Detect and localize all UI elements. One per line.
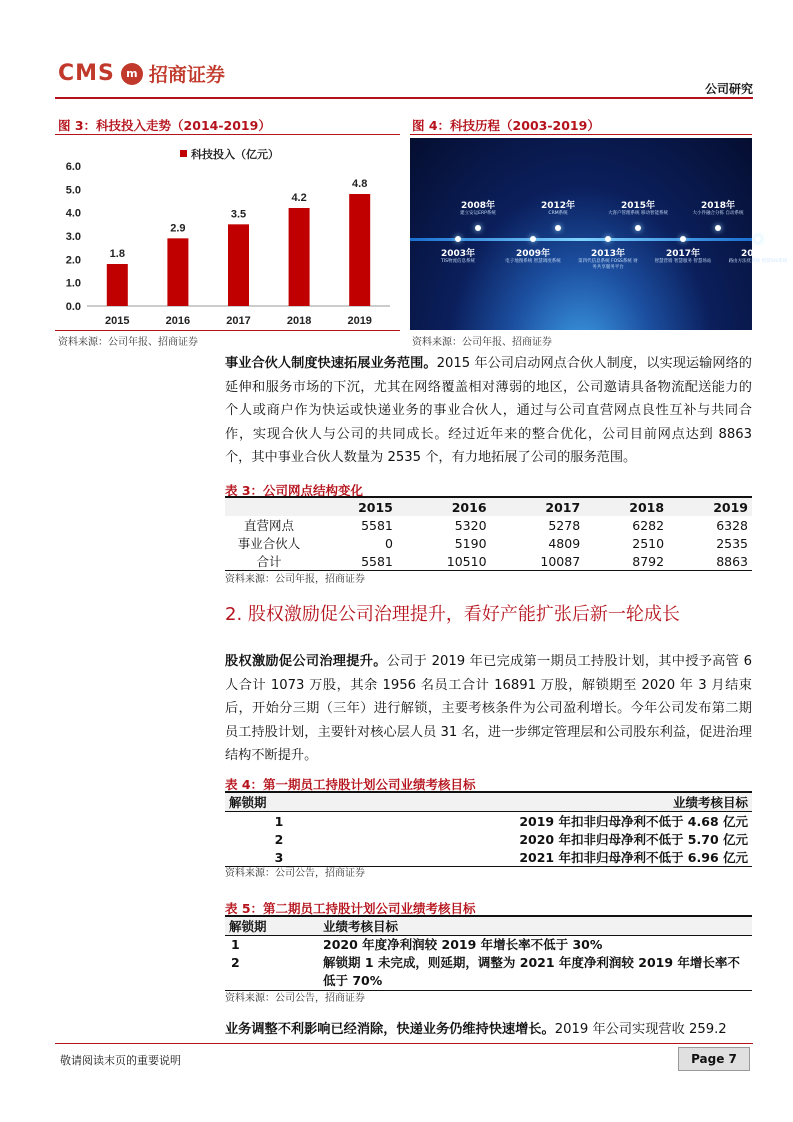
fig3-title: 图 3：科技投入走势（2014-2019） bbox=[58, 118, 271, 133]
table-cell: 5190 bbox=[454, 535, 487, 551]
milestone-text: CRM系统 bbox=[548, 211, 568, 216]
milestone-text: 建立安运ERP系统 bbox=[460, 211, 496, 216]
bar-value-label: 1.8 bbox=[109, 248, 125, 260]
table-row bbox=[225, 954, 752, 991]
para3-body: 2019 年公司实现营收 259.2 bbox=[554, 1022, 727, 1037]
network-structure-table bbox=[225, 496, 752, 571]
brand-name: CMS bbox=[58, 61, 115, 86]
table3-title: 表 3：公司网点结构变化 bbox=[225, 483, 364, 498]
table4-header: 业绩考核目标 bbox=[672, 795, 748, 810]
footer-note: 敬请阅读末页的重要说明 bbox=[60, 1054, 181, 1067]
fig4-rule bbox=[410, 134, 752, 135]
milestone-dot bbox=[455, 236, 461, 242]
esop2-target-table bbox=[225, 915, 752, 991]
table-cell: 直营网点 bbox=[243, 518, 294, 533]
table-cell: 3 bbox=[274, 849, 284, 865]
y-tick-label: 3.0 bbox=[65, 231, 81, 243]
timeline-milestone bbox=[448, 198, 508, 231]
table-cell: 2020 年扣非归母净利不低于 5.70 亿元 bbox=[519, 832, 748, 847]
table-cell: 2020 年度净利润较 2019 年增长率不低于 30% bbox=[323, 937, 603, 952]
y-tick-label: 2.0 bbox=[65, 254, 81, 267]
milestone-text: 电子地图系统 智慧调度系统 bbox=[505, 259, 561, 264]
bar-value-label: 3.5 bbox=[230, 208, 247, 221]
milestone-dot bbox=[680, 236, 686, 242]
para2-lead: 股权激励促公司治理提升。 bbox=[225, 654, 387, 669]
table-row bbox=[225, 812, 752, 831]
table5-header: 解锁期 bbox=[229, 919, 267, 934]
timeline-milestone bbox=[428, 236, 488, 265]
milestone-dot bbox=[715, 225, 721, 231]
x-tick-label: 2015 bbox=[105, 315, 130, 327]
timeline-image bbox=[410, 138, 788, 330]
table4-header: 解锁期 bbox=[229, 795, 267, 810]
table-cell: 5320 bbox=[454, 517, 487, 533]
table-cell: 6282 bbox=[632, 517, 665, 533]
paragraph-business bbox=[225, 1018, 752, 1042]
table-cell: 1 bbox=[274, 813, 284, 829]
milestone-year: 2013年 bbox=[590, 249, 626, 259]
table-cell: 1 bbox=[231, 937, 240, 952]
bar bbox=[167, 238, 188, 306]
table-row bbox=[225, 830, 752, 848]
table5-header: 业绩考核目标 bbox=[323, 919, 399, 934]
legend-label: 科技投入（亿元） bbox=[191, 148, 279, 161]
table3-source: 资料来源：公司年报，招商证券 bbox=[225, 574, 365, 585]
bar bbox=[228, 224, 249, 306]
table-cell: 8792 bbox=[632, 553, 665, 569]
header-rule bbox=[55, 97, 753, 99]
table-cell: 5278 bbox=[548, 517, 581, 533]
table-cell: 6328 bbox=[716, 517, 748, 533]
milestone-dot bbox=[635, 225, 641, 231]
bar-value-label: 2.9 bbox=[170, 222, 186, 235]
milestone-text: TIS物流信息系统 bbox=[441, 259, 475, 264]
fig3-bottom-rule bbox=[55, 330, 400, 331]
table5-source: 资料来源：公司公告，招商证券 bbox=[225, 993, 365, 1004]
fig4-title: 图 4：科技历程（2003-2019） bbox=[412, 118, 600, 133]
milestone-year: 2019年 bbox=[740, 249, 776, 259]
fig4-source: 资料来源：公司年报、招商证券 bbox=[412, 337, 552, 348]
para2-body: 公司于 2019 年已完成第一期员工持股计划，其中授予高管 6 人合计 1073 万股，其余 1956 名员工合计 16891 万股，解锁期至 2020 年 3 月结束后，开始分三期（三年）进行解锁，主要考核条件为公司盈利增长。今年公司发布第二期员工持股计划，主要针对核心层人员 31 名，进一步绑定管理层和公司股东利益，促进治理结构不断提升。 bbox=[225, 654, 753, 763]
logo-icon: m bbox=[121, 63, 143, 85]
table-cell: 解锁期 1 未完成，则延期，调整为 2021 年度净利润较 2019 年增长率不低于 70% bbox=[323, 955, 740, 988]
table-cell: 4809 bbox=[548, 535, 581, 551]
milestone-text: 大小件融合分拣 自动系统 bbox=[692, 211, 744, 216]
fig3-rule bbox=[55, 134, 400, 135]
table-cell: 2 bbox=[274, 831, 284, 847]
x-tick-label: 2017 bbox=[226, 315, 251, 327]
timeline-milestone bbox=[503, 236, 563, 265]
bar bbox=[107, 264, 128, 306]
y-tick-label: 4.0 bbox=[65, 207, 81, 220]
bar-value-label: 4.8 bbox=[352, 178, 368, 190]
milestone-year: 2009年 bbox=[515, 249, 551, 259]
brand-name-cn: 招商证券 bbox=[148, 64, 225, 86]
legend-swatch bbox=[180, 150, 187, 157]
milestone-text: 第四代信息系统 FOSS系统 财务共享服务平台 bbox=[578, 259, 638, 270]
table-cell: 5581 bbox=[361, 517, 393, 533]
footer-rule bbox=[55, 1043, 753, 1044]
page-number: Page 7 bbox=[678, 1047, 750, 1071]
table4-title: 表 4：第一期员工持股计划公司业绩考核目标 bbox=[225, 777, 476, 792]
tech-investment-chart bbox=[55, 138, 400, 330]
milestone-year: 2015年 bbox=[620, 201, 656, 211]
milestone-text: 路由方法优系统 智慧GIS系统 bbox=[728, 259, 788, 264]
table-cell: 合计 bbox=[256, 554, 282, 569]
timeline-milestone bbox=[728, 236, 788, 265]
table5-title: 表 5：第二期员工持股计划公司业绩考核目标 bbox=[225, 901, 476, 916]
table-row bbox=[225, 516, 752, 534]
table3-header: 2019 bbox=[713, 499, 748, 515]
table-cell: 8863 bbox=[716, 553, 748, 569]
milestone-dot bbox=[555, 225, 561, 231]
para1-lead: 事业合伙人制度快速拓展业务范围。 bbox=[225, 356, 437, 371]
bar bbox=[349, 194, 370, 306]
milestone-dot bbox=[475, 225, 481, 231]
para3-lead: 业务调整不利影响已经消除，快递业务仍维持快速增长。 bbox=[225, 1022, 555, 1037]
x-tick-label: 2018 bbox=[286, 315, 312, 327]
milestone-year: 2003年 bbox=[440, 249, 476, 259]
para1-body: 2015 年公司启动网点合伙人制度，以实现运输网络的延伸和服务市场的下沉，尤其在网络覆盖相对薄弱的地区，公司邀请具备物流配送能力的个人或商户作为快运或快递业务的事业合伙人，通过与公司直营网点良性互补与共同合作，实现合伙人与公司的共同成长。经过近年来的整合优化，公司目前网点达到 8863 个，其中事业合伙人数量为 2535 个，有力地拓展了公司的服务范围。 bbox=[225, 356, 752, 465]
paragraph-network bbox=[225, 352, 752, 470]
bar-value-label: 4.2 bbox=[291, 192, 307, 204]
table3-header: 2015 bbox=[358, 499, 393, 515]
table-row bbox=[225, 552, 752, 571]
table-cell: 0 bbox=[384, 535, 393, 551]
table-cell: 5581 bbox=[361, 553, 393, 569]
milestone-year: 2008年 bbox=[460, 201, 496, 211]
milestone-dot bbox=[530, 236, 536, 242]
milestone-text: 大客户管理系统 移动智能系统 bbox=[608, 211, 668, 216]
table-cell: 2021 年扣非归母净利不低于 6.96 亿元 bbox=[519, 850, 748, 865]
table-cell: 10510 bbox=[446, 553, 487, 569]
milestone-year: 2018年 bbox=[700, 201, 736, 211]
fig3-source: 资料来源：公司年报、招商证券 bbox=[58, 337, 198, 348]
milestone-dot bbox=[605, 236, 611, 242]
table-cell: 2019 年扣非归母净利不低于 4.68 亿元 bbox=[519, 814, 748, 829]
y-tick-label: 5.0 bbox=[65, 184, 81, 197]
milestone-text: 智慧营销 智慧服务 智慧场站 bbox=[654, 259, 712, 264]
timeline-milestone bbox=[653, 236, 713, 265]
table4-source: 资料来源：公司公告，招商证券 bbox=[225, 868, 365, 879]
x-tick-label: 2019 bbox=[347, 315, 372, 327]
paragraph-equity-incentive bbox=[225, 650, 752, 768]
table-row bbox=[225, 534, 752, 552]
timeline-milestone bbox=[578, 236, 638, 271]
table-cell: 2 bbox=[231, 955, 240, 970]
table-cell: 2535 bbox=[716, 535, 748, 551]
timeline-milestone bbox=[528, 198, 588, 231]
milestone-year: 2017年 bbox=[665, 249, 701, 259]
table-row bbox=[225, 936, 752, 955]
y-tick-label: 0.0 bbox=[65, 301, 81, 313]
timeline-milestone bbox=[688, 198, 748, 231]
table3-header: 2016 bbox=[451, 499, 487, 515]
section-label: 公司研究 bbox=[704, 82, 753, 96]
esop1-target-table bbox=[225, 791, 752, 867]
table-cell: 2510 bbox=[632, 535, 665, 551]
brand-logo bbox=[58, 60, 225, 87]
table3-header: 2017 bbox=[545, 499, 581, 515]
x-tick-label: 2016 bbox=[165, 315, 191, 327]
table3-header: 2018 bbox=[629, 499, 665, 515]
table-cell: 10087 bbox=[540, 553, 581, 569]
y-tick-label: 6.0 bbox=[65, 161, 81, 173]
y-tick-label: 1.0 bbox=[65, 277, 81, 290]
table3-header bbox=[225, 497, 313, 516]
section-heading: 2. 股权激励促公司治理提升，看好产能扩张后新一轮成长 bbox=[225, 604, 680, 625]
milestone-year: 2012年 bbox=[540, 201, 576, 211]
milestone-dot bbox=[755, 236, 761, 242]
table-cell: 事业合伙人 bbox=[237, 536, 301, 551]
timeline-milestone bbox=[608, 198, 668, 231]
bar bbox=[289, 208, 310, 306]
